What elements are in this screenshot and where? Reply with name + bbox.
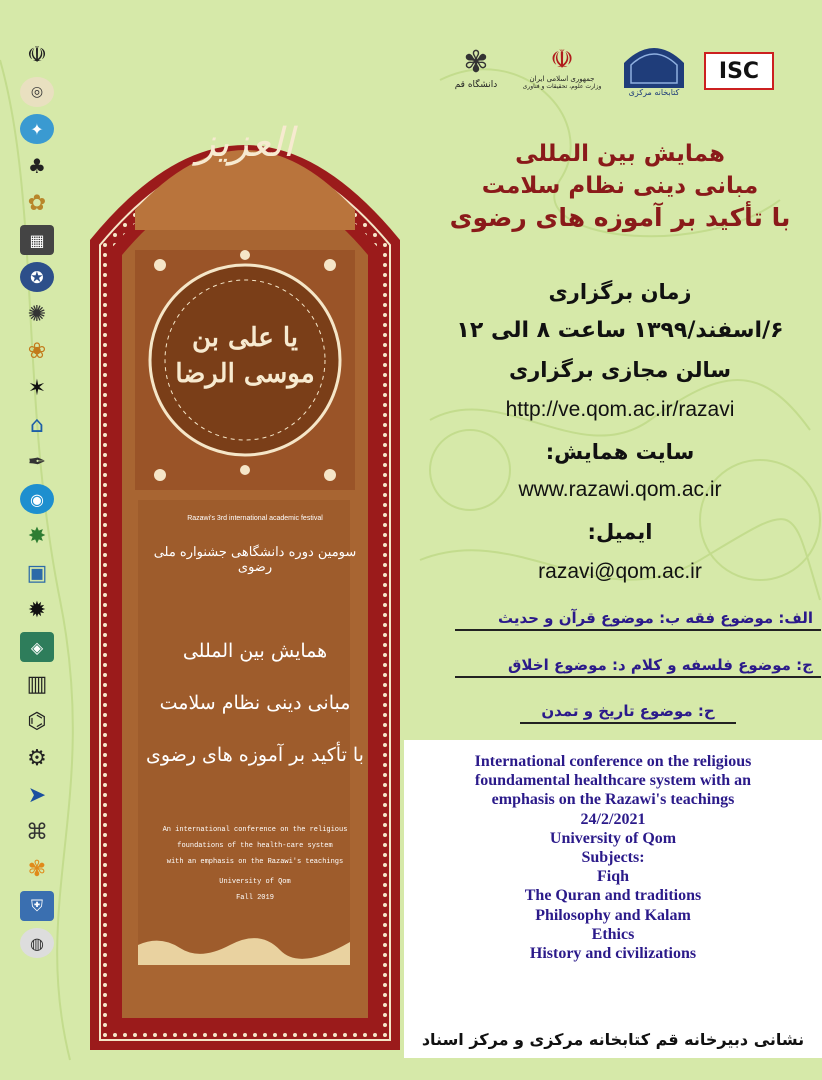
- english-date: 24/2/2021: [580, 810, 646, 828]
- partner-logo-flower: ✿: [27, 190, 47, 216]
- english-line-1: International conference on the religious: [474, 753, 752, 770]
- ministry-logo-caption: جمهوری اسلامی ایران: [529, 74, 595, 83]
- university-of-qom-logo: [440, 36, 512, 98]
- iran-emblem-icon: ☫: [550, 44, 574, 75]
- partner-logo-dome: ⌬: [27, 708, 47, 734]
- panel-festival-en: Razawi's 3rd international academic festival: [187, 515, 323, 522]
- email-link[interactable]: razavi@qom.ac.ir: [538, 560, 702, 583]
- panel-en-line1: An international conference on the religious: [162, 826, 348, 834]
- english-subject-1: Fiqh: [596, 868, 629, 886]
- partner-logo-mosque: ⌘: [26, 819, 48, 845]
- topics-line-3: ح: موضوع تاریخ و تمدن: [520, 700, 736, 724]
- english-subject-4: Ethics: [591, 925, 635, 943]
- partner-logo-emblem: ☫: [27, 42, 47, 68]
- partner-logo-gear: ⚙: [27, 745, 47, 771]
- topics-line-1: الف: موضوع فقه ب: موضوع قرآن و حدیث: [455, 607, 821, 631]
- site-url-link[interactable]: www.razawi.qom.ac.ir: [518, 478, 722, 501]
- time-label: زمان برگزاری: [548, 280, 692, 304]
- english-line-2: foundamental healthcare system with an: [474, 772, 752, 790]
- panel-en-line2: foundations of the health-care system: [177, 842, 333, 850]
- partner-logo-shield: ⛨: [20, 891, 54, 921]
- partner-logo-arrow: ➤: [27, 782, 47, 808]
- partner-logos-column: [20, 40, 60, 958]
- partner-logo-box: ◈: [20, 632, 54, 662]
- partner-logo-house: ⌂: [30, 412, 44, 438]
- panel-en-line5: Fall 2019: [236, 894, 274, 902]
- date-time: ۶/اسفند/۱۳۹۹ ساعت ۸ الی ۱۲: [456, 318, 784, 343]
- panel-conf-line2: مبانی دینی نظام سلامت: [159, 692, 351, 714]
- title-line-1: همایش بین المللی: [515, 141, 725, 167]
- venue-label: سالن مجازی برگزاری: [508, 358, 732, 382]
- university-logo-caption: دانشگاه قم: [454, 79, 498, 90]
- partner-logo-leaf: ❀: [27, 338, 47, 364]
- venue-url-link[interactable]: http://ve.qom.ac.ir/razavi: [505, 398, 735, 421]
- panel-conf-line1: همایش بین المللی: [182, 640, 328, 662]
- partner-logo-seal: ◎: [20, 77, 54, 107]
- partner-logo-calligraphy: ▦: [20, 225, 54, 255]
- english-subject-5: History and civilizations: [529, 945, 697, 963]
- panel-calligraphy-medallion: یا علی بن موسی الرضا: [175, 323, 315, 389]
- partner-logo-round: ◍: [20, 928, 54, 958]
- partner-logo-bars: ▥: [26, 671, 48, 697]
- partner-logo-orange: ✾: [27, 856, 47, 882]
- partner-logo-navy-seal: ✪: [20, 262, 54, 292]
- panel-festival-fa: سومین دوره دانشگاهی جشنواره ملی رضوی: [153, 545, 357, 575]
- partner-logo-knot: ✺: [27, 301, 47, 327]
- english-subject-2: The Quran and traditions: [524, 887, 702, 905]
- title-line-3: با تأکید بر آموزه های رضوی: [449, 203, 791, 232]
- topics-line-2: ج: موضوع فلسفه و کلام د: موضوع اخلاق: [455, 654, 821, 678]
- panel-calligraphy-top: العزیز: [196, 120, 294, 166]
- library-logo-caption: کتابخانه مرکزی: [628, 87, 680, 97]
- english-line-3: emphasis on the Razawi's teachings: [491, 791, 735, 809]
- panel-en-line3: with an emphasis on the Razawi's teachings: [166, 858, 344, 866]
- english-subjects-label: Subjects:: [581, 849, 645, 867]
- partner-logo-star: ✶: [27, 375, 47, 401]
- english-subject-3: Philosophy and Kalam: [535, 906, 691, 924]
- partner-logo-tree: ♣: [28, 154, 46, 178]
- title-line-2: مبانی دینی نظام سلامت: [481, 173, 759, 199]
- site-label: سایت همایش:: [545, 440, 695, 464]
- partner-logo-quill: ✒: [27, 449, 47, 475]
- ministry-logo: [520, 36, 604, 98]
- ministry-logo-subcaption: وزارت علوم، تحقیقات و فناوری: [522, 82, 602, 90]
- partner-logo-blue-circle: ✦: [20, 114, 54, 144]
- panel-en-line4: University of Qom: [219, 878, 291, 886]
- panel-conf-line3: با تأکید بر آموزه های رضوی: [146, 744, 364, 766]
- library-logo-icon: [619, 38, 689, 88]
- qom-emblem-icon: ✾: [463, 44, 489, 80]
- partner-logo-book: ▣: [26, 560, 48, 586]
- partner-logo-sun: ✹: [27, 597, 47, 623]
- email-label: ایمیل:: [587, 520, 653, 544]
- partner-logo-green-star: ✸: [27, 523, 47, 549]
- english-summary: [404, 740, 822, 1022]
- footer-address: نشانی دبیرخانه قم کتابخانه مرکزی و مرکز اسناد: [404, 1022, 822, 1058]
- english-university: University of Qom: [549, 829, 677, 847]
- isc-logo: ISC: [704, 52, 774, 90]
- conference-title: [420, 138, 820, 234]
- library-logo: [612, 36, 696, 98]
- partner-logo-blue-ring: ◉: [20, 484, 54, 514]
